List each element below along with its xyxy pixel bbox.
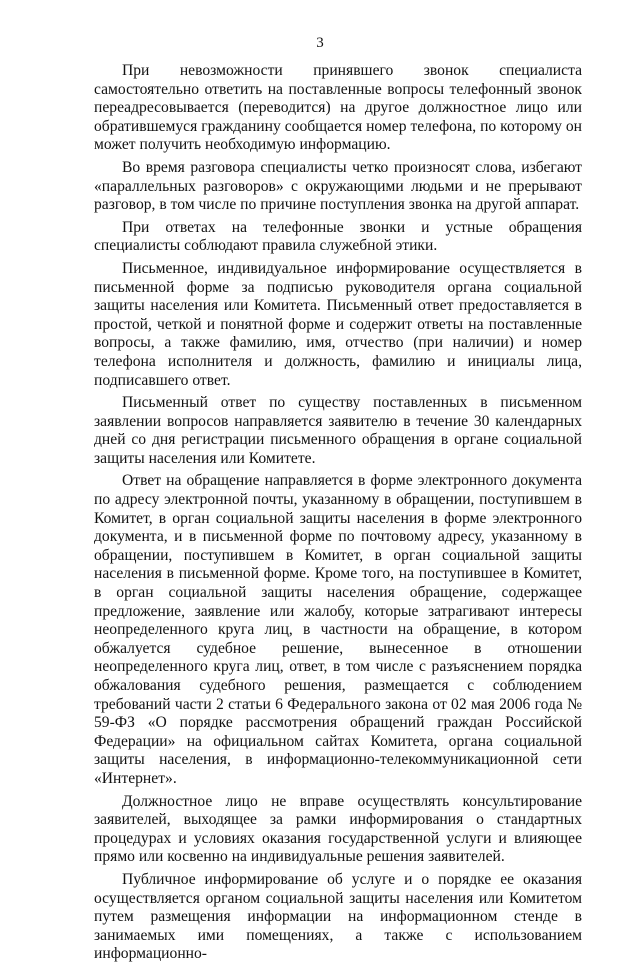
paragraph-service-ethics: При ответах на телефонные звонки и устные обращения специалисты соблюдают правила служебной этики. [94,218,582,255]
page-number: 3 [316,35,324,51]
paragraph-conversation-rules: Во время разговора специалисты четко произносят слова, избегают «параллельных разговоров» с окружающими людьми и не прерывают разговор, в том числе по причине поступления звонка на другой аппарат. [94,158,582,214]
document-body [94,62,582,967]
paragraph-response-form: Ответ на обращение направляется в форме электронного документа по адресу электронной почты, указанному в обращении, поступившем в Комитет, в орган социальной защиты населения в форме электронного документа, и в письменной форме по почтовому адресу, указанному в обращении, поступившем в Комитет, в орган социальной защиты населения в письменной форме. Кроме того, на поступившее в Комитет, в орган социальной защиты населения обращение, содержащее предложение, заявление или жалобу, которые затрагивают интересы неопределенного круга лиц, в частности на обращение, в котором обжалуется судебное решение, вынесенное в отношении неопределенного круга лиц, ответ, в том числе с разъяснением порядка обжалования судебного решения, размещается с соблюдением требований части 2 статьи 6 Федерального закона от 02 мая 2006 года № 59-ФЗ «О порядке рассмотрения обращений граждан Российской Федерации» на официальном сайтах Комитета, органа социальной защиты населения, в информационно-телекоммуникационной сети «Интернет». [94,472,582,787]
paragraph-consulting-limits: Должностное лицо не вправе осуществлять консультирование заявителей, выходящее за рамки информирования о стандартных процедурах и условиях оказания государственной услуги и влияющее прямо или косвенно на индивидуальные решения заявителей. [94,792,582,866]
paragraph-written-informing: Письменное, индивидуальное информирование осуществляется в письменной форме за подписью руководителя органа социальной защиты населения или Комитета. Письменный ответ предоставляется в простой, четкой и понятной форме и содержит ответы на поставленные вопросы, а также фамилию, имя, отчество (при наличии) и номер телефона исполнителя и должность, фамилию и инициалы лица, подписавшего ответ. [94,259,582,389]
paragraph-public-informing: Публичное информирование об услуге и о порядке ее оказания осуществляется органом социальной защиты населения или Комитетом путем размещения информации на информационном стенде в занимаемых ими помещениях, а также с использованием информационно- [94,870,582,963]
paragraph-call-redirect: При невозможности принявшего звонок специалиста самостоятельно ответить на поставленные вопросы телефонный звонок переадресовывается (переводится) на другое должностное лицо или обратившемуся гражданину сообщается номер телефона, по которому он может получить необходимую информацию. [94,62,582,154]
paragraph-response-deadline: Письменный ответ по существу поставленных в письменном заявлении вопросов направляется заявителю в течение 30 календарных дней со дня регистрации письменного обращения в органе социальной защиты населения или Комитете. [94,394,582,467]
